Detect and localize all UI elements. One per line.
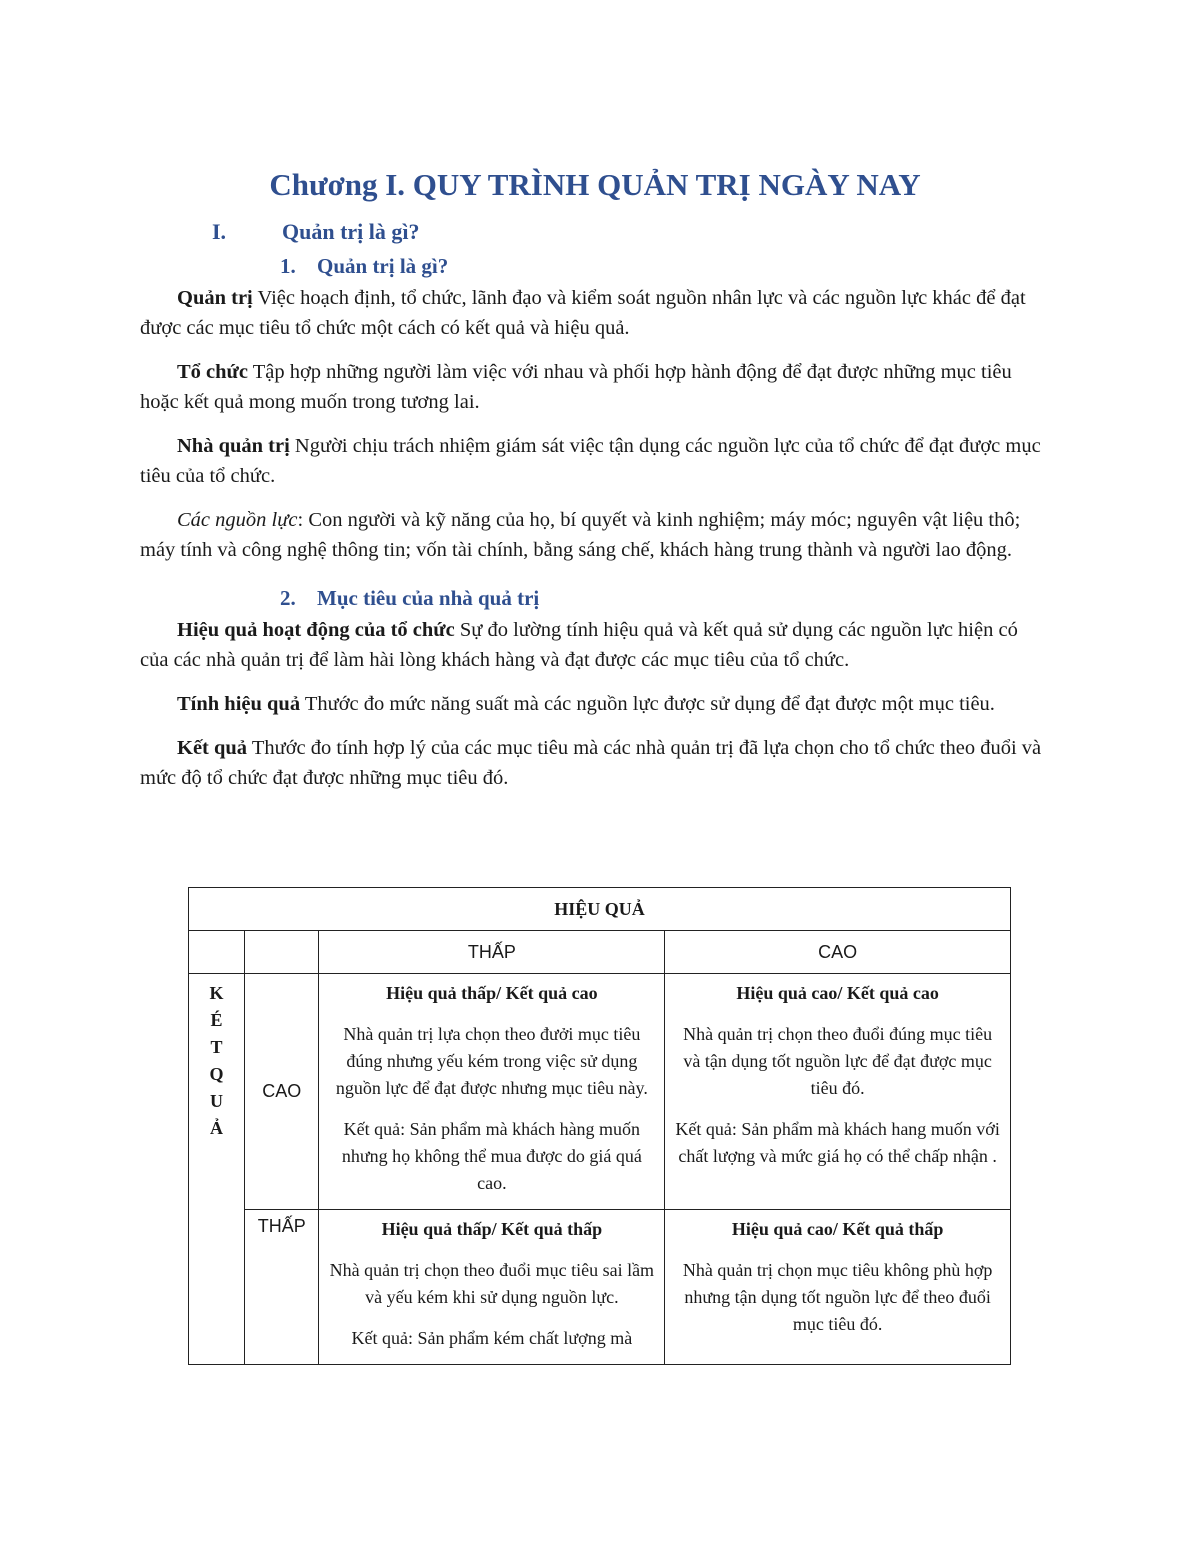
cell-result: Kết quả: Sản phẩm kém chất lượng mà [351,1328,633,1348]
vertical-letter: T [210,1037,223,1057]
definition-text: Tập hợp những người làm việc với nhau và phối hợp hành động để đạt được những mục tiêu hoặc kết quả mong muốn trong tương lai. [140,361,1012,413]
row-level-high: CAO [244,974,319,1210]
definition-paragraph [140,505,1050,565]
definition-text: Việc hoạch định, tổ chức, lãnh đạo và kiểm soát nguồn nhân lực và các nguồn lực khác để đạt được các mục tiêu tổ chức một cách có kết quả và hiệu quả. [140,287,1026,339]
cell-heading: Hiệu quả thấp/ Kết quả cao [386,983,598,1003]
subsection-label: Mục tiêu của nhà quả trị [317,586,540,610]
definition-paragraph [140,357,1050,417]
vertical-letter: Ả [209,1118,223,1138]
subsection-number: 2. [280,586,296,610]
definition-text: Thước đo mức năng suất mà các nguồn lực được sử dụng để đạt được một mục tiêu. [300,693,995,715]
definition-term: Tính hiệu quả [177,693,301,715]
definition-paragraph [140,733,1050,793]
definition-term: Quản trị [177,287,253,309]
vertical-letter: K [209,983,224,1003]
subsection-label: Quản trị là gì? [317,254,449,278]
cell-result: Kết quả: Sản phẩm mà khách hang muốn với chất lượng và mức giá họ có thể chấp nhận . [675,1119,1000,1166]
efficiency-effectiveness-matrix [188,887,1011,1365]
definition-text: : Con người và kỹ năng của họ, bí quyết và kinh nghiệm; máy móc; nguyên vật liệu thô; máy tính và công nghệ thông tin; vốn tài chính, bằng sáng chế, khách hàng trung thành và người lao động. [140,509,1021,561]
definition-text: Sự đo lường tính hiệu quả và kết quả sử dụng các nguồn lực hiện có của các nhà quản trị để làm hài lòng khách hàng và đạt được các mục tiêu của tổ chức. [140,619,1018,671]
table-corner-cell [189,931,245,974]
row-level-low: THẤP [244,1210,319,1365]
table-corner-cell [244,931,319,974]
table-row [189,974,1011,1210]
cell-heading: Hiệu quả thấp/ Kết quả thấp [381,1219,603,1239]
subsection-heading-1 [140,249,1050,283]
cell-description: Nhà quản trị chọn theo đuổi mục tiêu sai lầm và yếu kém khi sử dụng nguồn lực. [329,1260,655,1307]
vertical-letter: U [209,1091,223,1111]
vertical-letter: É [210,1010,223,1030]
definition-paragraph [140,431,1050,491]
cell-low-efficiency-high-effectiveness [319,974,665,1210]
section-label: Quản trị là gì? [282,219,420,244]
table-row [189,1210,1011,1365]
definition-text: Thước đo tính hợp lý của các mục tiêu mà các nhà quản trị đã lựa chọn cho tổ chức theo đuổi và mức độ tổ chức đạt được những mục tiêu đó. [140,737,1042,789]
subsection-number: 1. [280,254,296,278]
cell-heading: Hiệu quả cao/ Kết quả thấp [731,1219,944,1239]
cell-result: Kết quả: Sản phẩm mà khách hàng muốn nhưng họ không thể mua được do giá quá cao. [341,1119,642,1193]
definition-term: Hiệu quả hoạt động của tổ chức [177,619,455,641]
table-header-efficiency: HIỆU QUẢ [189,888,1011,931]
definition-term: Tổ chức [177,361,248,383]
document-body [140,163,1050,807]
definition-paragraph [140,615,1050,675]
column-header-low: THẤP [319,931,665,974]
definition-term: Kết quả [177,737,248,759]
column-header-high: CAO [665,931,1011,974]
cell-description: Nhà quản trị lựa chọn theo đưởi mục tiêu đúng nhưng yếu kém trong việc sử dụng nguồn lực để đạt được nhưng mục tiêu này. [335,1024,648,1098]
table-header-row [189,888,1011,931]
definition-term: Các nguồn lực [177,509,298,531]
table-column-header-row [189,931,1011,974]
cell-high-efficiency-high-effectiveness [665,974,1011,1210]
cell-heading: Hiệu quả cao/ Kết quả cao [736,983,939,1003]
vertical-letter: Q [209,1064,224,1084]
chapter-title: Chương I. QUY TRÌNH QUẢN TRỊ NGÀY NAY [269,167,921,202]
cell-high-efficiency-low-effectiveness [665,1210,1011,1365]
section-heading-1 [140,215,1050,249]
subsection-heading-2 [140,581,1050,615]
cell-low-efficiency-low-effectiveness [319,1210,665,1365]
row-header-effectiveness [189,974,245,1365]
definition-paragraph [140,283,1050,343]
section-number: I. [212,219,227,244]
cell-description: Nhà quản trị chọn mục tiêu không phù hợp nhưng tận dụng tốt nguồn lực để theo đuổi mục tiêu đó. [682,1260,993,1334]
definition-text: Người chịu trách nhiệm giám sát việc tận dụng các nguồn lực của tổ chức để đạt được mục tiêu của tổ chức. [140,435,1041,487]
definition-term: Nhà quản trị [177,435,290,457]
definition-paragraph [140,689,1050,719]
cell-description: Nhà quản trị chọn theo đuổi đúng mục tiêu và tận dụng tốt nguồn lực để đạt được mục tiêu đó. [683,1024,993,1098]
